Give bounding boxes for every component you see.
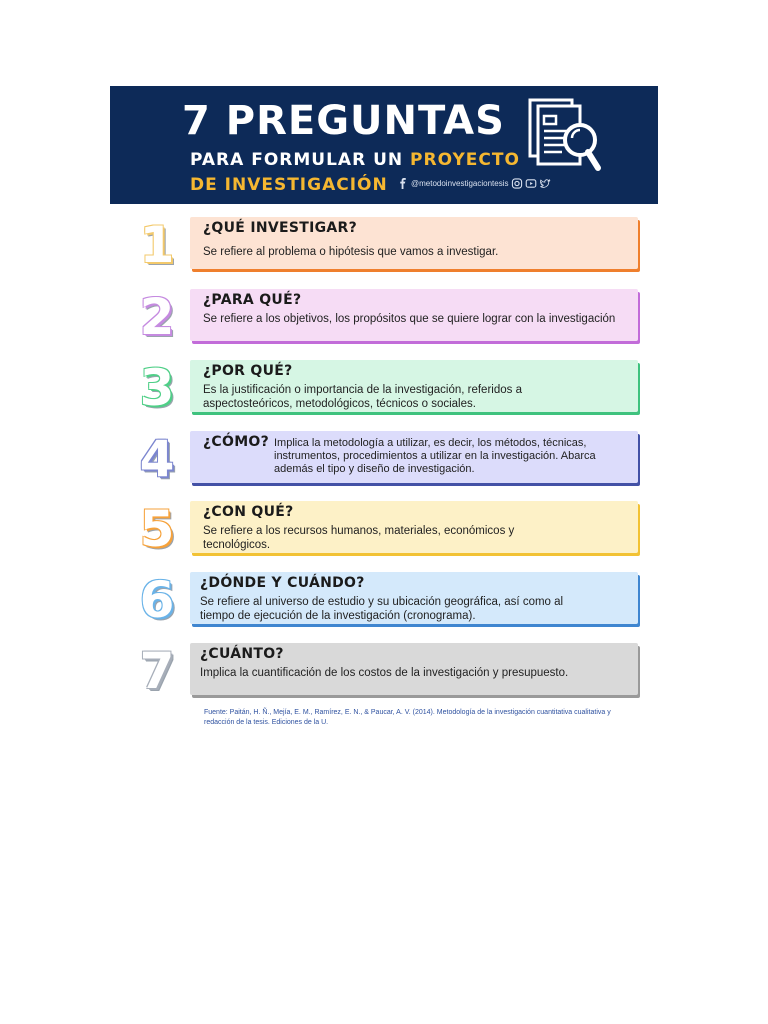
question-title: ¿CON QUÉ? [203,504,294,520]
question-description: Implica la metodología a utilizar, es decir, los métodos, técnicas, instrumentos, procedimientos a utilizar en la investigación. Abarca además el tipo y diseño de investigación. [274,437,596,475]
question-card [190,572,638,624]
question-card [190,360,638,412]
subtitle-line-1 [190,150,520,170]
step-number: 1 [139,216,175,274]
question-description: Se refiere al universo de estudio y su ubicación geográfica, así como al tiempo de ejecución de la investigación (cronograma). [200,596,564,622]
facebook-icon [397,178,409,189]
document-magnifier-icon [522,96,618,192]
subtitle-line-2: DE INVESTIGACIÓN [190,175,388,195]
question-description: Se refiere al problema o hipótesis que vamos a investigar. [203,246,499,258]
question-description: Implica la cuantificación de los costos de la investigación y presupuesto. [200,667,569,679]
header-banner [110,86,658,204]
question-card [190,289,638,341]
subtitle-part-1: PARA FORMULAR UN [190,150,411,170]
step-number: 4 [139,430,175,488]
question-card [190,643,638,695]
question-item-2 [137,289,643,345]
question-item-6 [137,572,643,628]
question-item-7 [137,643,643,699]
step-number: 6 [139,571,175,629]
step-number: 7 [139,642,175,700]
question-item-4 [137,431,643,487]
subtitle-highlight: PROYECTO [410,150,520,170]
question-title: ¿QUÉ INVESTIGAR? [203,220,358,236]
question-card [190,217,638,269]
question-card [190,501,638,553]
question-description: Es la justificación o importancia de la investigación, referidos a aspectosteóricos, metodológicos, técnicos o sociales. [203,384,522,410]
question-card [190,431,638,483]
step-number: 3 [139,359,175,417]
question-item-3 [137,360,643,416]
question-title: ¿PARA QUÉ? [203,292,302,308]
question-item-5 [137,501,643,557]
step-number: 2 [139,288,175,346]
question-title: ¿CUÁNTO? [200,646,284,662]
question-title: ¿CÓMO? [203,434,270,450]
social-handle: @metodoinvestigaciontesis [411,179,509,188]
source-citation: Fuente: Paitán, H. Ñ., Mejía, E. M., Ramírez, E. N., & Paucar, A. V. (2014). Metodología de la investigación cuantitativa cualitativa y redacción de la tesis. Ediciones de la U. [204,709,611,726]
question-description: Se refiere a los recursos humanos, materiales, económicos y tecnológicos. [203,525,515,551]
question-title: ¿DÓNDE Y CUÁNDO? [200,575,365,591]
question-description: Se refiere a los objetivos, los propósitos que se quiere lograr con la investigación [203,313,616,325]
question-item-1 [137,217,643,273]
question-title: ¿POR QUÉ? [203,363,293,379]
instagram-icon [511,178,523,189]
step-number: 5 [139,500,175,558]
page-title: 7 PREGUNTAS [182,98,505,144]
